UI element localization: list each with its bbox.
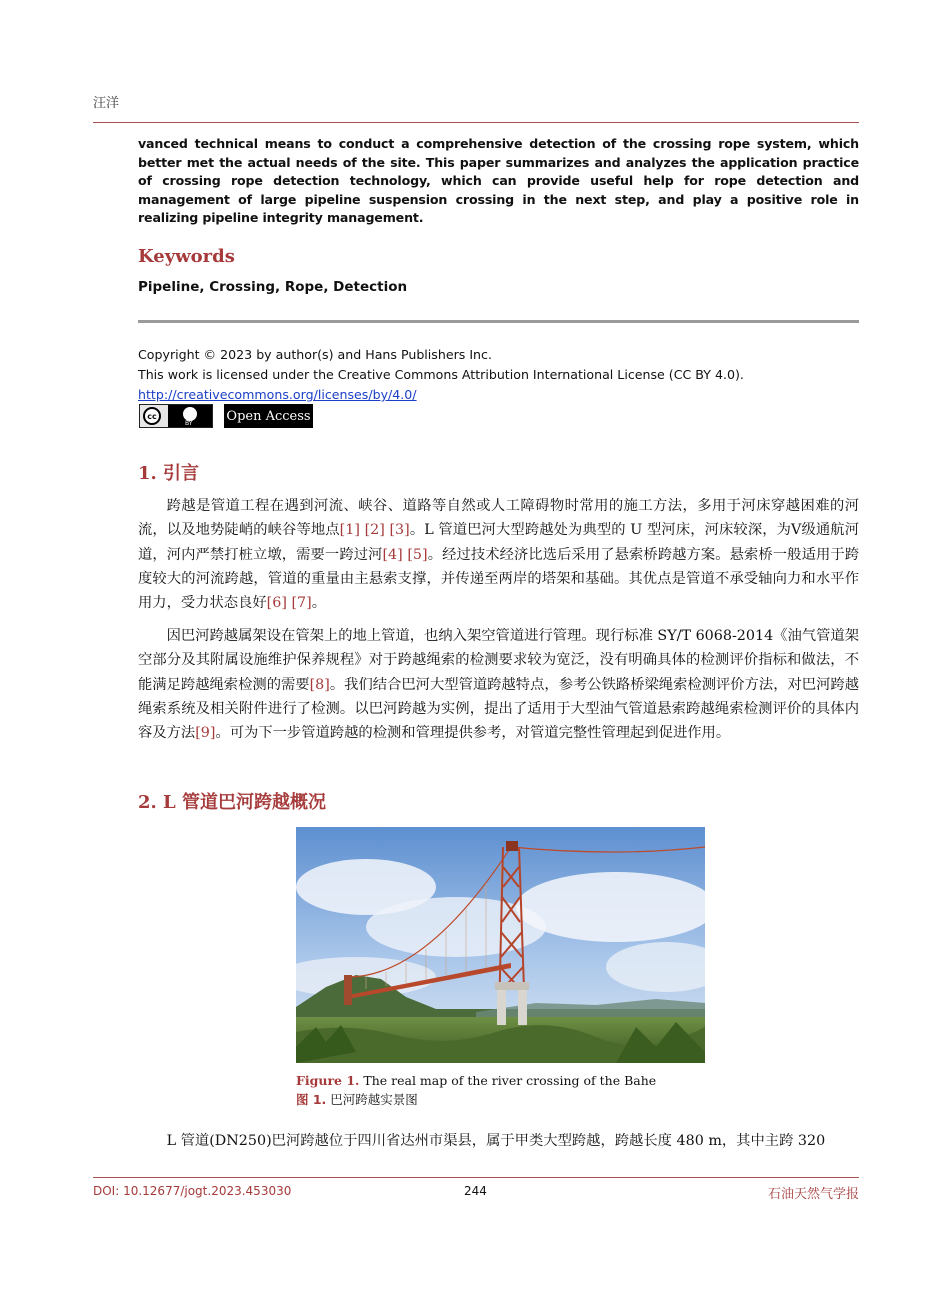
section-1-paragraph-2: 因巴河跨越属架设在管架上的地上管道，也纳入架空管道进行管理。现行标准 SY/T 6068-2014《油气管道架空部分及其附属设施维护保养规程》对于跨越绳索的检测要求较为宽泛，没有明确具体的检测评价指标和做法，不能满足跨越绳索检测的需要[8]。我们结合巴河大型管道跨越特点，参考公铁路桥梁绳索检测评价方法，对巴河跨越绳索系统及相关附件进行了检测。以巴河跨越为实例，提出了适用于大型油气管道悬索跨越绳索检测评价的具体内容及方法[9]。可为下一步管道跨越的检测和管理提供参考，对管道完整性管理起到促进作用。: [138, 628, 859, 742]
license-link[interactable]: http://creativecommons.org/licenses/by/4.0/: [138, 387, 417, 402]
section-2-heading: 2. L 管道巴河跨越概况: [138, 792, 326, 813]
header-divider: [93, 122, 859, 123]
citation-link[interactable]: [1] [2] [3]: [339, 522, 410, 539]
section-1-paragraph-1: 跨越是管道工程在遇到河流、峡谷、道路等自然或人工障碍物时常用的施工方法，多用于河床穿越困难的河流，以及地势陡峭的峡谷等地点[1] [2] [3]。L 管道巴河大型跨越处为典型的 U 型河床，河床较深，为Ⅴ级通航河道，河内严禁打桩立墩，需要一跨过河[4] [5]。经过技术经济比选后采用了悬索桥跨越方案。悬索桥一般适用于跨度较大的河流跨越，管道的重量由主悬索支撑，并传递至两岸的塔架和基础。其优点是管道不承受轴向力和水平作用力，受力状态良好[6] [7]。: [138, 498, 860, 612]
footer-page-number: 244: [464, 1184, 487, 1198]
section-2-paragraph-1: L 管道(DN250)巴河跨越位于四川省达州市渠县，属于甲类大型跨越，跨越长度 480 m，其中主跨 320: [166, 1133, 826, 1149]
figure-caption-cn: 图 1. 巴河跨越实景图: [296, 1092, 418, 1107]
open-access-badge: Open Access: [224, 404, 313, 428]
license-line: This work is licensed under the Creative Commons Attribution International License (CC BY 4.0).: [138, 367, 744, 382]
citation-link[interactable]: [9]: [195, 725, 216, 742]
section-1-heading: 1. 引言: [138, 463, 200, 484]
footer-journal-name: 石油天然气学报: [767, 1187, 859, 1202]
figure-caption-en: Figure 1. The real map of the river crossing of the Bahe: [296, 1073, 657, 1088]
by-panel: [168, 405, 212, 427]
by-label: BY: [185, 420, 193, 427]
citation-link[interactable]: [4] [5]: [382, 546, 428, 563]
citation-link[interactable]: [8]: [309, 676, 330, 693]
keywords-heading: Keywords: [138, 246, 235, 267]
footer-divider: [93, 1177, 859, 1178]
cc-icon: cc: [143, 407, 161, 425]
figure-1-bridge-photo: [296, 827, 705, 1063]
cc-by-license-badge[interactable]: [139, 404, 213, 428]
suspension-bridge-illustration: [296, 827, 705, 1063]
citation-link[interactable]: [6] [7]: [266, 595, 312, 612]
license-link-wrap: [138, 385, 417, 404]
abstract-divider: [138, 320, 859, 323]
abstract-continuation: vanced technical means to conduct a comprehensive detection of the crossing rope system, which better met the actual needs of the site. This paper summarizes and analyzes the application practice of crossing rope detection technology, which can provide useful help for rope detection and management of large pipeline suspension crossing in the next step, and play a positive role in realizing pipeline integrity management.: [138, 136, 859, 225]
keywords-text: Pipeline, Crossing, Rope, Detection: [138, 279, 408, 295]
running-header-author: 汪洋: [93, 96, 120, 111]
footer-doi[interactable]: DOI: 10.12677/jogt.2023.453030: [93, 1184, 292, 1198]
copyright-line: Copyright © 2023 by author(s) and Hans Publishers Inc.: [138, 347, 492, 362]
